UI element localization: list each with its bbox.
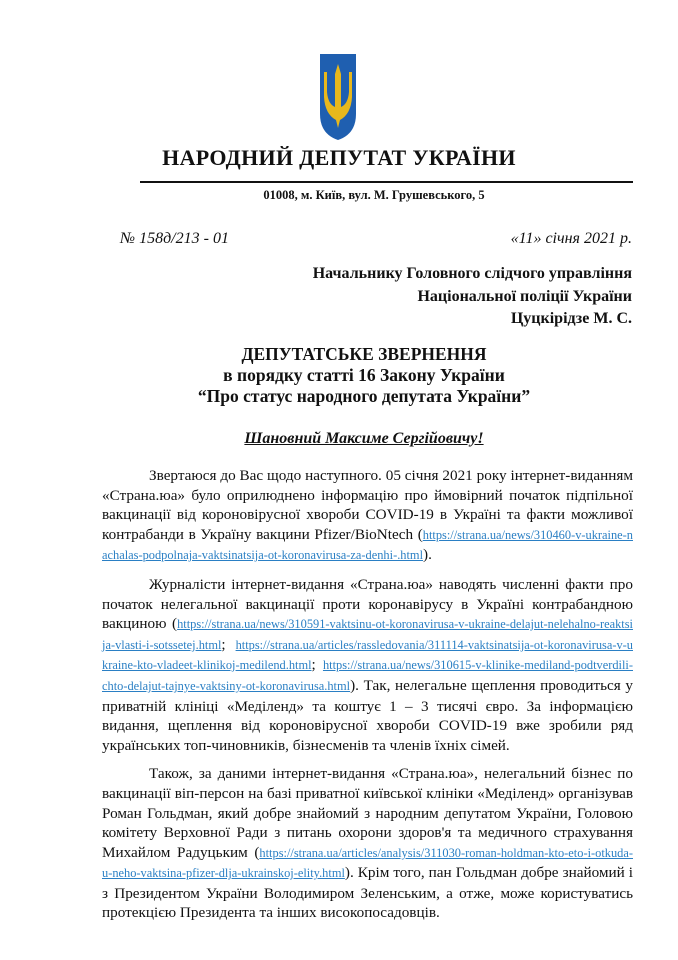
paragraph-text: Журналісти інтернет-видання «Страна.юа» наводять численні факти про початок нелегальної вакцинації проти коронавірусу в Україні контрабандною вакциною ( (102, 575, 633, 633)
paragraph-text: Також, за даними інтернет-видання «Страна.юа», нелегальний бізнес по вакцинації віп-персон на базі приватної київської клініки «Меділенд» організував Роман Гольдман, який добре знайомий з народним депутатом України, Головою комітету Верховної Ради з питань охорони здоров'я та медичного страхування Михайлом Радуцьким ( (102, 765, 633, 861)
source-link[interactable]: https://strana.ua/news/310615-v-klinike-mediland-podtverdili-chto-delajut-tajnye-vaktsiny-ot-koronavirusa.html (102, 658, 633, 693)
source-link[interactable]: https://strana.ua/articles/rassledovania/311114-vaktsinatsija-ot-koronavirusa-v-ukraine-kto-vladeet-klinikoj-medilend.html (102, 637, 633, 673)
addressee-line: Начальнику Головного слідчого управління (312, 265, 632, 282)
heading-line: ДЕПУТАТСЬКЕ ЗВЕРНЕННЯ (241, 344, 487, 364)
heading-line: “Про статус народного депутата України” (197, 386, 531, 406)
coat-of-arms-icon (318, 52, 358, 142)
salutation: Шановний Максиме Сергійовичу! (244, 430, 484, 447)
paragraph-text: Звертаюся до Вас щодо наступного. 05 січня 2021 року інтернет-виданням «Страна.юа» було оприлюднено інформацію про ймовірний початок підпільної вакцинації від короновірусної хвороби COVID-19 в Україні та факти можливої контрабанди в Україну вакцини Pfizer/BioNtech ( (102, 467, 633, 543)
document-number: № 158д/213 - 01 (120, 230, 229, 247)
paragraph-text: ; (221, 635, 236, 653)
addressee-line: Національної поліції України (417, 287, 632, 305)
body-paragraph (102, 466, 633, 566)
document-date: «11» січня 2021 р. (510, 230, 632, 247)
letterhead-address: 01008, м. Київ, вул. М. Грушевського, 5 (263, 188, 485, 202)
letterhead-title: НАРОДНИЙ ДЕПУТАТ УКРАЇНИ (162, 145, 516, 170)
source-link[interactable]: https://strana.ua/articles/analysis/311030-roman-holdman-kto-eto-i-otkuda-u-neho-vaktsina-pfizer-dlja-ukrainskoj-elity.html (102, 845, 633, 881)
body-paragraph (102, 764, 633, 923)
paragraph-text: ). Крім того, пан Гольдман добре знайомий і з Президентом України Володимиром Зеленським, а отже, може користуватись протекцією Президента та інших високопосадовців. (102, 864, 633, 922)
heading-line: в порядку статті 16 Закону України (223, 365, 505, 385)
appeal-heading (0, 344, 678, 407)
paragraph-text: ). (423, 546, 432, 564)
source-link[interactable]: https://strana.ua/news/310591-vaktsinu-ot-koronavirusa-v-ukraine-delajut-nelehalno-reaktsija-vlasti-i-sotssetej.html (102, 617, 633, 652)
body-paragraph (102, 575, 633, 755)
addressee-block (313, 263, 632, 331)
paragraph-text: ). Так, нелегальне щеплення проводиться у приватній клініці «Меділенд» та коштує 1 – 3 тисячі євро. За інформацією видання, щеплення від короновірусної хвороби COVID-19 вже зробили ряд українських топ-чиновників, бізнесменів та членів їхніх сімей. (102, 676, 633, 754)
letterhead-divider (140, 181, 633, 183)
source-link[interactable]: https://strana.ua/news/310460-v-ukraine-nachalas-podpolnaja-vaktsinatsija-ot-koronavirusa-za-denhi-.html (102, 527, 633, 563)
addressee-line: Цуцкірідзе М. С. (510, 310, 632, 327)
letter-body (102, 466, 633, 932)
paragraph-text: ; (311, 656, 323, 674)
